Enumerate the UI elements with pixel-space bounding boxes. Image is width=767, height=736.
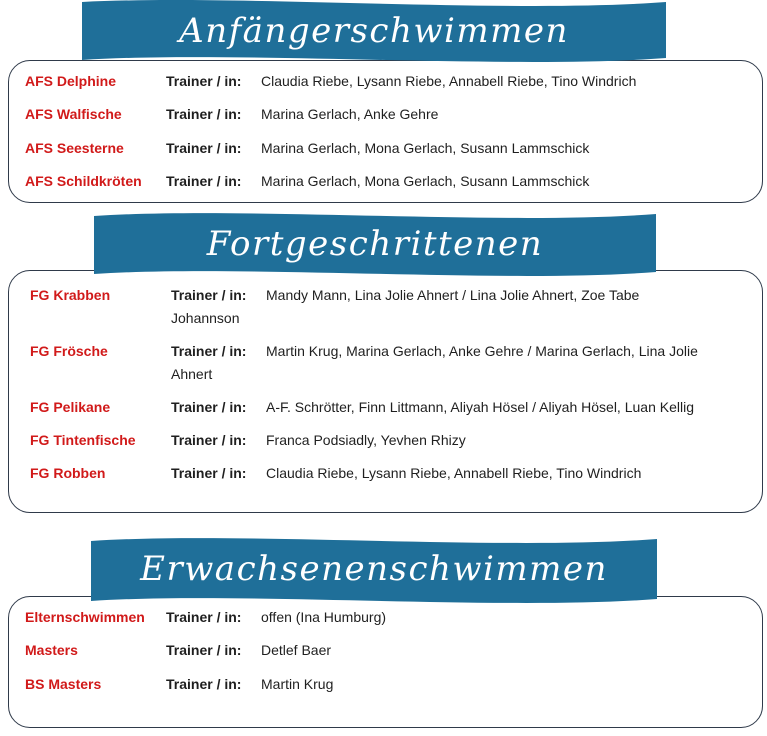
trainer-label: Trainer / in:	[171, 343, 247, 359]
trainer-names: A-F. Schrötter, Finn Littmann, Aliyah Hösel / Aliyah Hösel, Luan Kellig	[266, 399, 694, 415]
group-name: AFS Walfische	[25, 106, 122, 122]
trainer-names: offen (Ina Humburg)	[261, 609, 387, 625]
trainer-names: Detlef Baer	[261, 642, 332, 658]
trainer-names: Mandy Mann, Lina Jolie Ahnert / Lina Jolie Ahnert, Zoe Tabe	[266, 287, 640, 303]
section-title: Erwachsenenschwimmen	[140, 549, 608, 589]
section-title: Anfängerschwimmen	[179, 11, 569, 51]
group-name: FG Krabben	[30, 287, 111, 303]
section-banner-fortgeschrittenen	[94, 210, 656, 280]
trainer-names: Marina Gerlach, Mona Gerlach, Susann Lammschick	[261, 140, 590, 156]
trainer-label: Trainer / in:	[171, 465, 247, 481]
trainer-label: Trainer / in:	[171, 432, 247, 448]
trainer-names: Marina Gerlach, Anke Gehre	[261, 106, 439, 122]
trainer-label: Trainer / in:	[171, 399, 247, 415]
trainer-label: Trainer / in:	[166, 676, 242, 692]
trainer-label: Trainer / in:	[171, 287, 247, 303]
section-title: Fortgeschrittenen	[206, 224, 544, 264]
trainer-names: Claudia Riebe, Lysann Riebe, Annabell Riebe, Tino Windrich	[261, 73, 637, 89]
trainer-label: Trainer / in:	[166, 173, 242, 189]
group-name: BS Masters	[25, 676, 102, 692]
trainer-names: Claudia Riebe, Lysann Riebe, Annabell Riebe, Tino Windrich	[266, 465, 642, 481]
trainer-names-continued: Johannson	[171, 310, 240, 326]
group-name: AFS Delphine	[25, 73, 117, 89]
section-banner-anfaenger	[82, 0, 666, 66]
group-name: FG Pelikane	[30, 399, 111, 415]
trainer-names: Martin Krug, Marina Gerlach, Anke Gehre / Marina Gerlach, Lina Jolie	[266, 343, 698, 359]
group-name: AFS Schildkröten	[25, 173, 142, 189]
group-name: FG Frösche	[30, 343, 108, 359]
trainer-names-continued: Ahnert	[171, 366, 213, 382]
trainer-label: Trainer / in:	[166, 140, 242, 156]
section-banner-erwachsenen	[91, 535, 657, 607]
trainer-label: Trainer / in:	[166, 106, 242, 122]
trainer-label: Trainer / in:	[166, 73, 242, 89]
trainer-label: Trainer / in:	[166, 609, 242, 625]
group-name: FG Robben	[30, 465, 106, 481]
trainer-label: Trainer / in:	[166, 642, 242, 658]
group-name: Masters	[25, 642, 78, 658]
trainer-names: Marina Gerlach, Mona Gerlach, Susann Lammschick	[261, 173, 590, 189]
trainer-names: Martin Krug	[261, 676, 334, 692]
trainer-names: Franca Podsiadly, Yevhen Rhizy	[266, 432, 466, 448]
group-name: FG Tintenfische	[30, 432, 136, 448]
group-name: AFS Seesterne	[25, 140, 124, 156]
group-name: Elternschwimmen	[25, 609, 145, 625]
